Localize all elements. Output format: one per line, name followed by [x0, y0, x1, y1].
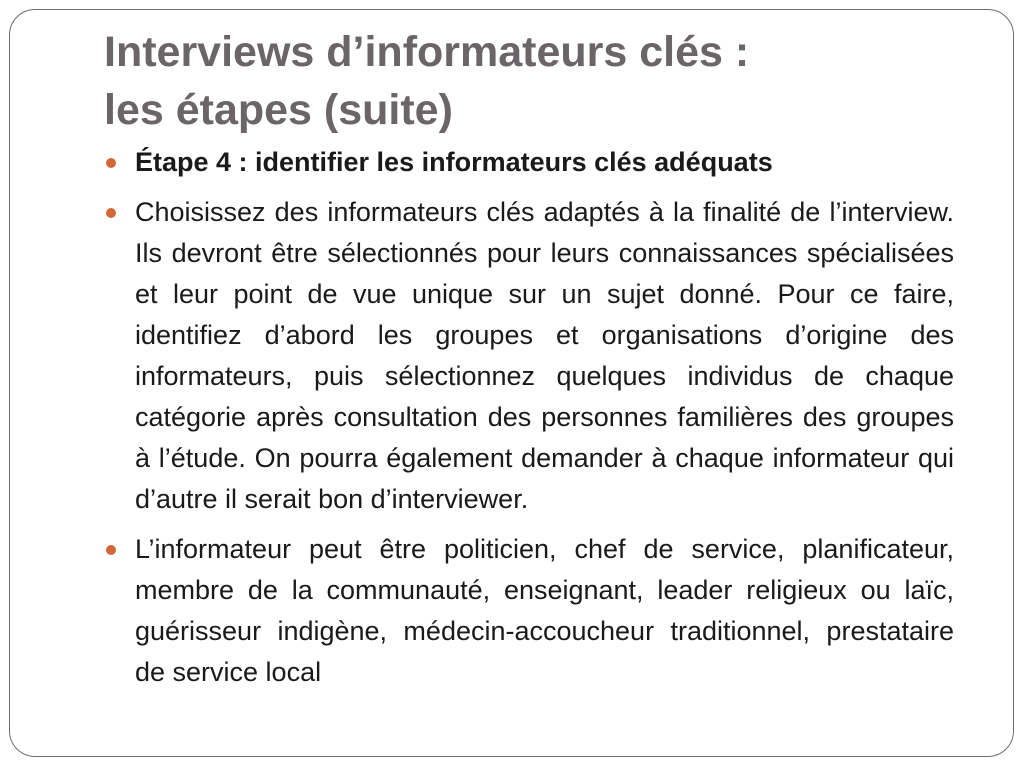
- slide-title-line-1: Interviews d’informateurs clés :: [104, 28, 750, 76]
- bullet-dot-icon: [106, 208, 116, 218]
- bullet-text: Étape 4 : identifier les informateurs clés adéquats: [135, 147, 773, 177]
- slide-title: [104, 23, 964, 139]
- slide-title-line-2: les étapes (suite): [104, 86, 453, 134]
- bullet-text: L’informateur peut être politicien, chef de service, planificateur, membre de la communauté, enseignant, leader religieux ou laïc, guérisseur indigène, médecin-accoucheur traditionnel, prestataire de service local: [135, 534, 954, 687]
- bullet-list: [106, 142, 954, 702]
- bullet-dot-icon: [106, 545, 116, 555]
- bullet-item-informant-types: [106, 529, 954, 693]
- bullet-item-step-4: [106, 142, 954, 183]
- bullet-item-choose-informants: [106, 192, 954, 520]
- bullet-dot-icon: [106, 158, 116, 168]
- bullet-text: Choisissez des informateurs clés adaptés à la finalité de l’interview. Ils devront être sélectionnés pour leurs connaissances spécialisées et leur point de vue unique sur un sujet donné. Pour ce faire, identifiez d’abord les groupes et organisations d’origine des informateurs, puis sélectionnez quelques individus de chaque catégorie après consultation des personnes familières des groupes à l’étude. On pourra également demander à chaque informateur qui d’autre il serait bon d’interviewer.: [135, 197, 954, 514]
